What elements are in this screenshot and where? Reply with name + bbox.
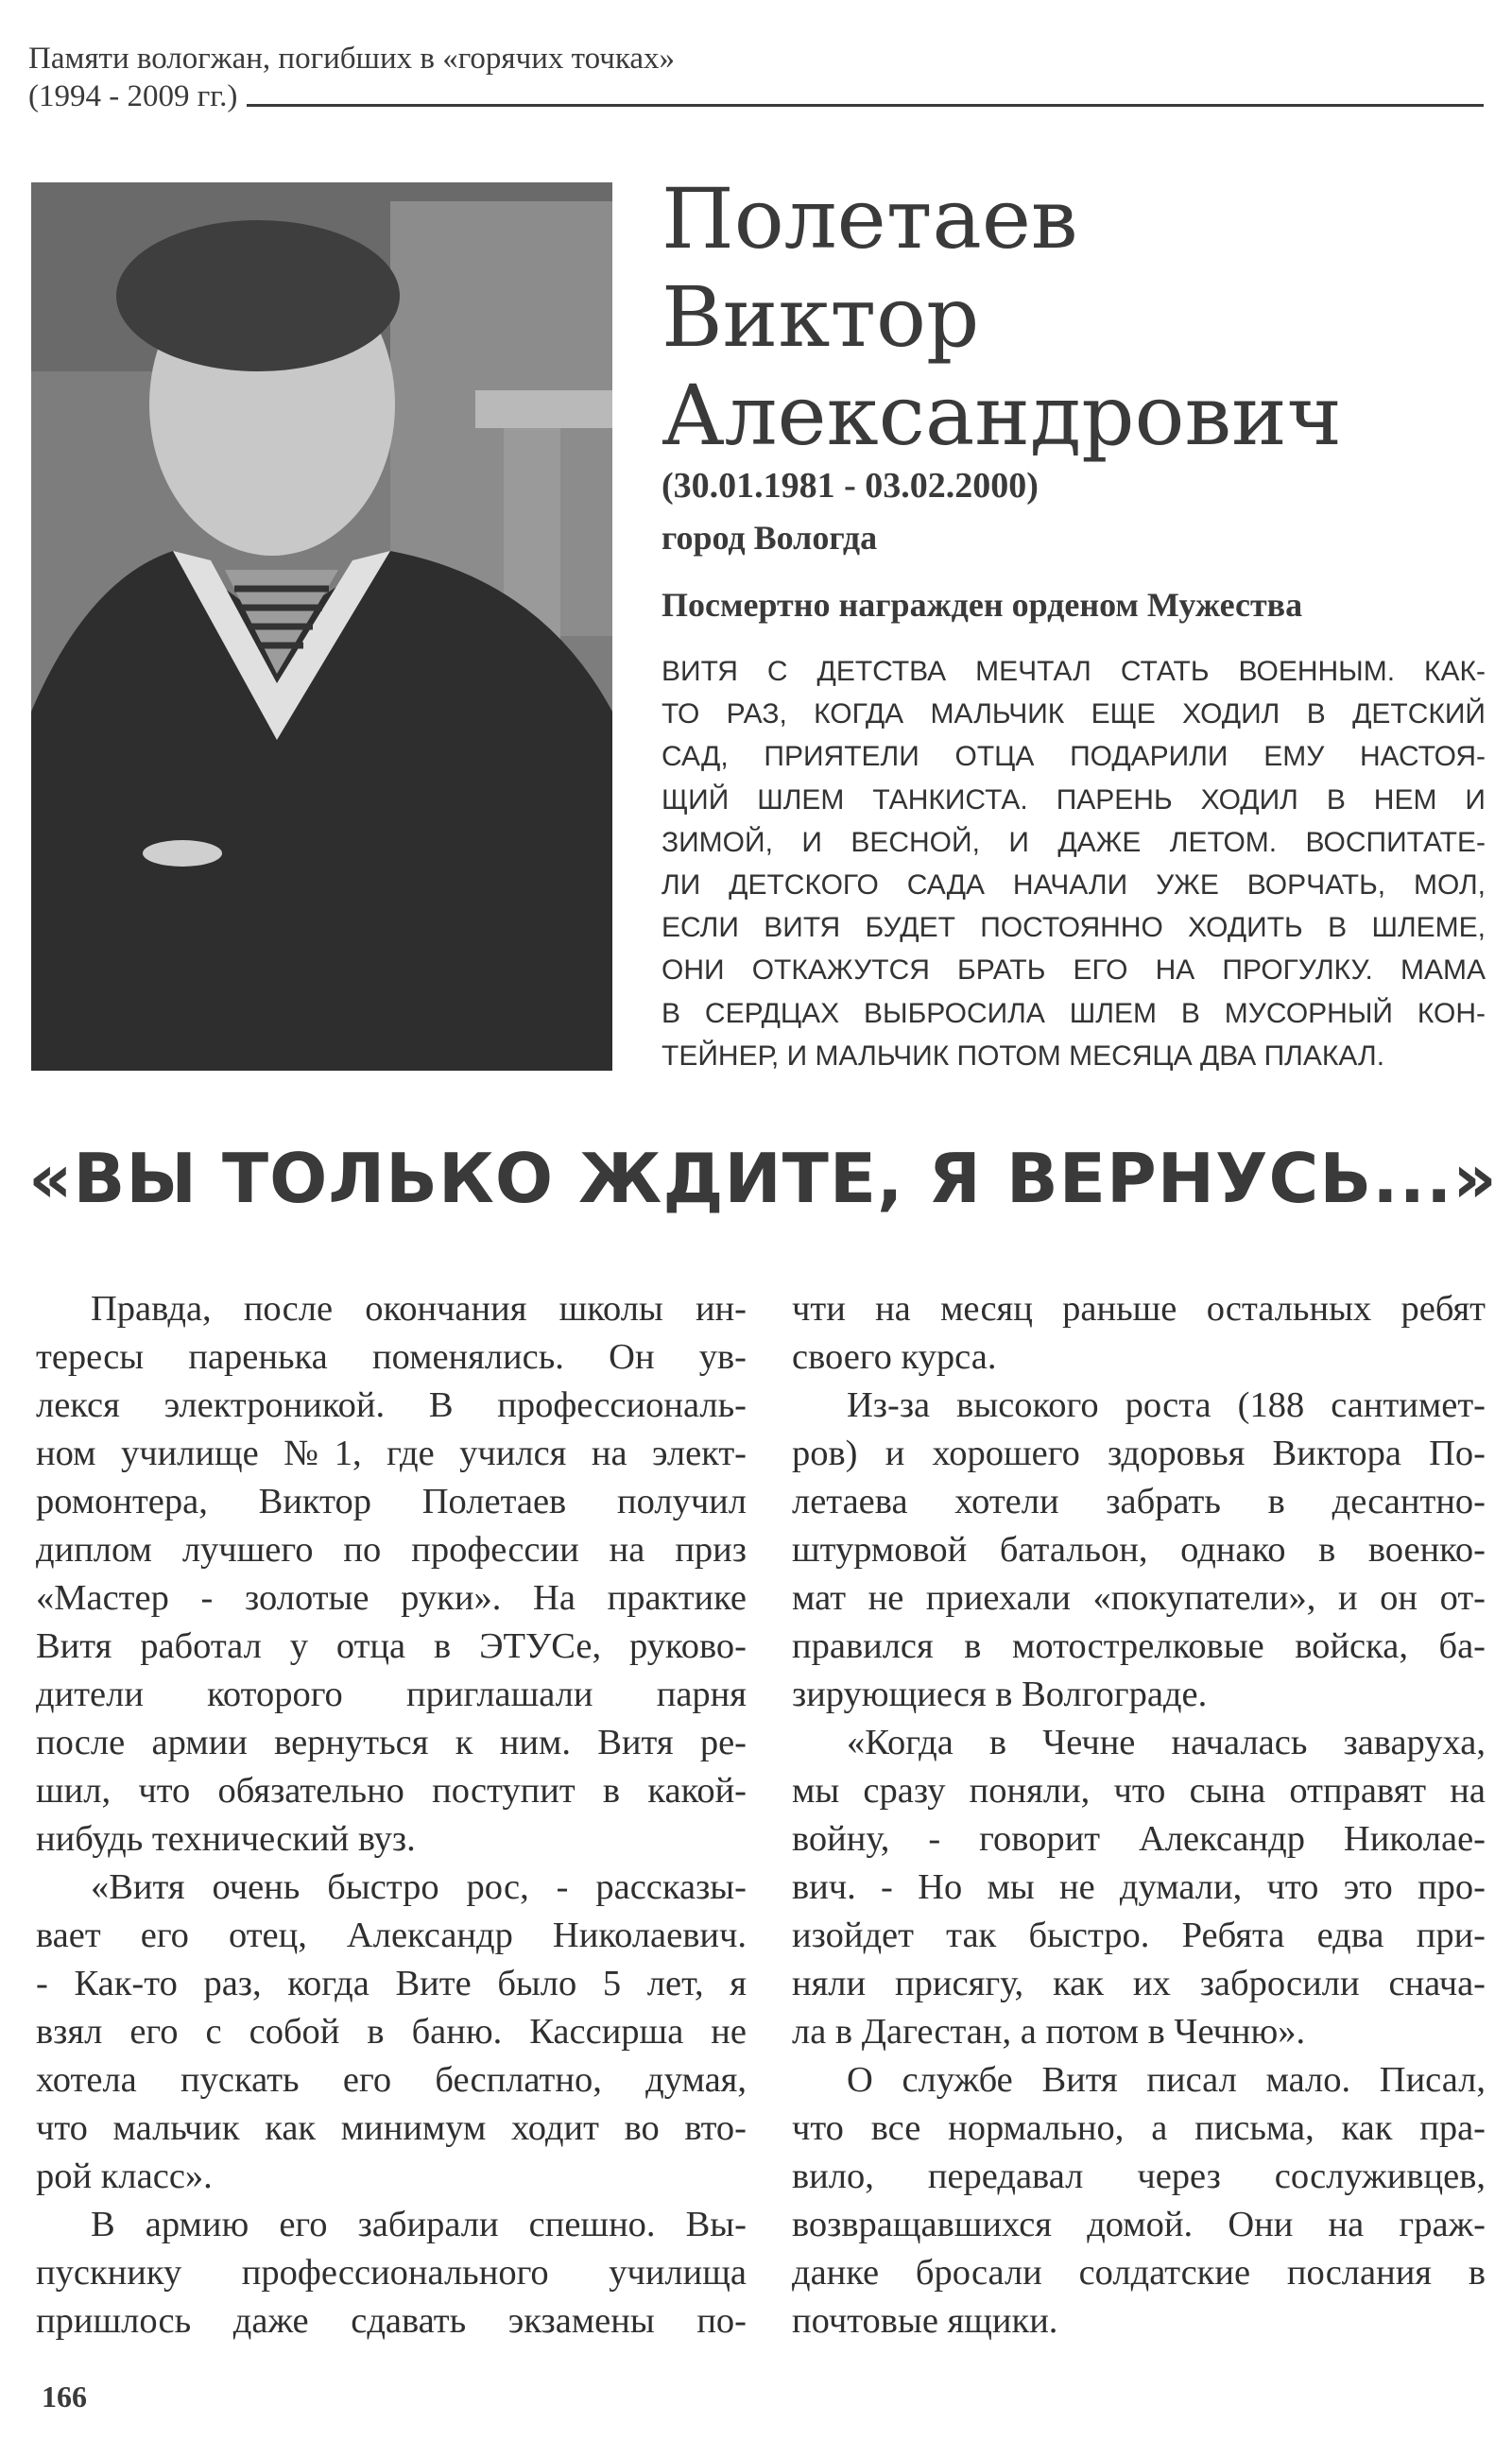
right-column-line: штурмовой батальон, однако в военко-: [792, 1530, 1486, 1570]
article-headline: «ВЫ ТОЛЬКО ЖДИТЕ, Я ВЕРНУСЬ...»: [28, 1139, 1498, 1218]
running-head-years: (1994 - 2009 гг.): [28, 79, 238, 113]
left-column-line: ромонтера, Виктор Полетаев получил: [36, 1482, 747, 1521]
right-column-line: няли присягу, как их забросили снача-: [792, 1964, 1486, 2003]
right-column-line: возвращавшихся домой. Они на граж-: [792, 2205, 1486, 2244]
left-column-line: нибудь технический вуз.: [36, 1819, 416, 1859]
right-column: [792, 1285, 1486, 2345]
life-dates: (30.01.1981 - 03.02.2000): [662, 466, 1039, 506]
intro-line: ВИТЯ С ДЕТСТВА МЕЧТАЛ СТАТЬ ВОЕННЫМ. КАК-: [662, 656, 1486, 687]
left-column-line: «Мастер - золотые руки». На практике: [36, 1578, 747, 1618]
right-column-line: ла в Дагестан, а потом в Чечню».: [792, 2012, 1306, 2052]
right-column-line: чти на месяц раньше остальных ребят: [792, 1289, 1486, 1329]
intro-line: ТЕЙНЕР, И МАЛЬЧИК ПОТОМ МЕСЯЦА ДВА ПЛАКАЛ.: [662, 1040, 1385, 1072]
intro-line: ОНИ ОТКАЖУТСЯ БРАТЬ ЕГО НА ПРОГУЛКУ. МАМА: [662, 954, 1486, 987]
intro-line: ЩИЙ ШЛЕМ ТАНКИСТА. ПАРЕНЬ ХОДИЛ В НЕМ И: [662, 783, 1486, 816]
header-rule: [247, 104, 1484, 107]
left-column-line: В армию его забирали спешно. Вы-: [91, 2205, 747, 2244]
intro-line: ТО РАЗ, КОГДА МАЛЬЧИК ЕЩЕ ХОДИЛ В ДЕТСКИЙ: [662, 698, 1486, 730]
patronymic: Александрович: [662, 367, 1342, 464]
right-column-line: почтовые ящики.: [792, 2301, 1058, 2341]
right-column-line: войну, - говорит Александр Николае-: [792, 1819, 1486, 1859]
running-head-line-1: Памяти вологжан, погибших в «горячих точках»: [28, 42, 676, 76]
right-column-line: Из-за высокого роста (188 сантимет-: [847, 1385, 1486, 1425]
right-column-line: своего курса.: [792, 1337, 997, 1377]
left-column-line: ном училище №1, где учился на элект-: [36, 1434, 747, 1473]
left-column-line: пускнику профессионального училища: [36, 2253, 747, 2293]
surname: Полетаев: [662, 170, 1078, 267]
right-column-line: что все нормально, а письма, как пра-: [792, 2108, 1486, 2148]
left-column-line: что мальчик как минимум ходит во вто-: [36, 2108, 747, 2148]
left-column-line: вает его отец, Александр Николаевич.: [36, 1916, 747, 1955]
left-column-line: Витя работал у отца в ЭТУСе, руково-: [36, 1626, 747, 1666]
left-column-line: диплом лучшего по профессии на приз: [36, 1530, 747, 1570]
left-column-line: лекся электроникой. В профессиональ-: [36, 1385, 747, 1425]
right-column-line: ров) и хорошего здоровья Виктора По-: [792, 1434, 1486, 1473]
right-column-line: мы сразу поняли, что сына отправят на: [792, 1771, 1486, 1811]
intro-line: В СЕРДЦАХ ВЫБРОСИЛА ШЛЕМ В МУСОРНЫЙ КОН-: [662, 997, 1486, 1029]
right-column-line: вило, передавал через сослуживцев,: [792, 2156, 1486, 2196]
running-head: [28, 40, 1484, 115]
left-column-line: - Как-то раз, когда Вите было 5 лет, я: [36, 1964, 747, 2003]
running-head-line-2: [28, 77, 1484, 115]
intro-line: ЗИМОЙ, И ВЕСНОЙ, И ДАЖЕ ЛЕТОМ. ВОСПИТАТЕ-: [662, 826, 1486, 858]
intro-line: ЛИ ДЕТСКОГО САДА НАЧАЛИ УЖЕ ВОРЧАТЬ, МОЛ,: [662, 869, 1486, 902]
intro-paragraph: [662, 650, 1486, 1077]
award-line: Посмертно награжден орденом Мужества: [662, 586, 1303, 624]
person-name: [662, 170, 1342, 465]
right-column-line: вич. - Но мы не думали, что это про-: [792, 1867, 1486, 1907]
right-column-line: правился в мотострелковые войска, ба-: [792, 1626, 1486, 1666]
left-column-line: хотела пускать его бесплатно, думая,: [36, 2060, 747, 2100]
left-column-line: «Витя очень быстро рос, - рассказы-: [91, 1867, 747, 1907]
right-column-line: данке бросали солдатские послания в: [792, 2253, 1486, 2293]
page-number: 166: [42, 2380, 87, 2414]
right-column-line: «Когда в Чечне началась заваруха,: [847, 1723, 1486, 1762]
first-name: Виктор: [662, 268, 980, 366]
right-column-line: зирующиеся в Волгограде.: [792, 1675, 1208, 1714]
home-city: город Вологда: [662, 519, 878, 557]
intro-line: ЕСЛИ ВИТЯ БУДЕТ ПОСТОЯННО ХОДИТЬ В ШЛЕМЕ,: [662, 912, 1486, 944]
right-column-line: мат не приехали «покупатели», и он от-: [792, 1578, 1486, 1618]
intro-line: САД, ПРИЯТЕЛИ ОТЦА ПОДАРИЛИ ЕМУ НАСТОЯ-: [662, 741, 1486, 773]
left-column-line: после армии вернуться к ним. Витя ре-: [36, 1723, 747, 1762]
portrait-photo: [31, 182, 612, 1071]
left-column-line: Правда, после окончания школы ин-: [91, 1289, 747, 1329]
right-column-line: летаева хотели забрать в десантно-: [792, 1482, 1486, 1521]
left-column-line: дители которого приглашали парня: [36, 1675, 747, 1714]
right-column-line: О службе Витя писал мало. Писал,: [847, 2060, 1486, 2100]
right-column-line: изойдет так быстро. Ребята едва при-: [792, 1916, 1486, 1955]
left-column-line: тересы паренька поменялись. Он ув-: [36, 1337, 747, 1377]
left-column-line: шил, что обязательно поступит в какой-: [36, 1771, 747, 1811]
left-column-line: взял его с собой в баню. Кассирша не: [36, 2012, 747, 2052]
portrait-photo-icon: [31, 182, 612, 1071]
left-column-line: рой класс».: [36, 2156, 213, 2196]
left-column: [36, 1285, 747, 2345]
left-column-line: пришлось даже сдавать экзамены по-: [36, 2301, 747, 2341]
